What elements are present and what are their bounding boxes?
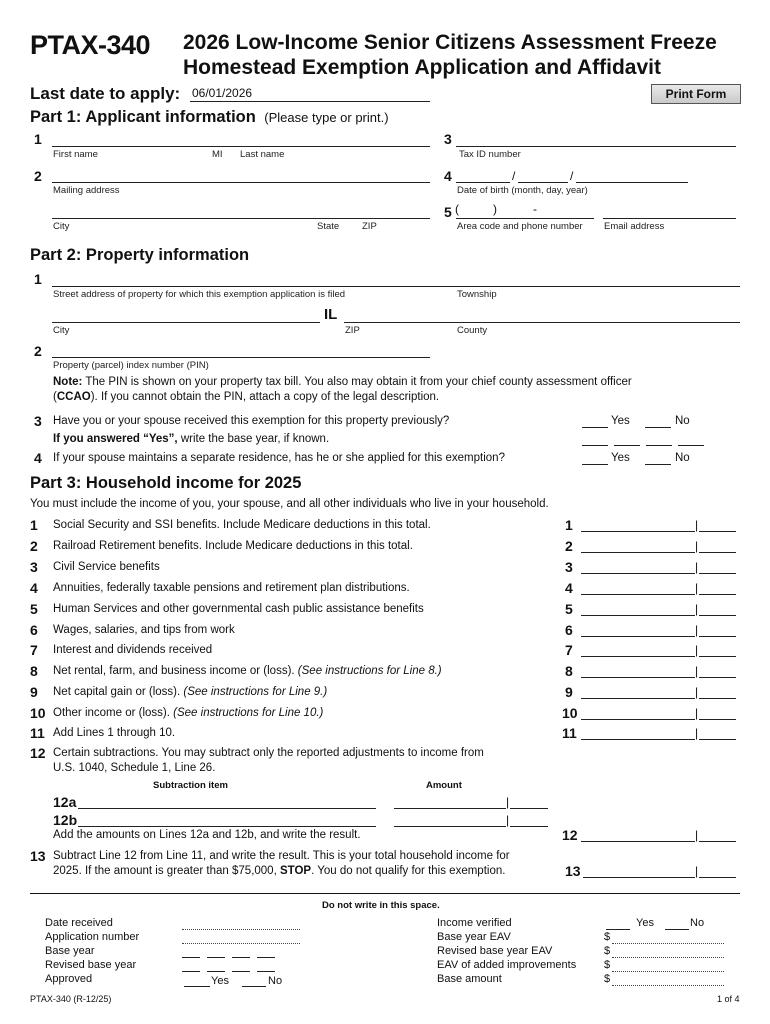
name-input-line[interactable]: [52, 146, 430, 147]
il-state-label: IL: [324, 306, 338, 323]
application-number-field[interactable]: [182, 943, 300, 944]
income-amount-cents[interactable]: [699, 698, 736, 699]
income-line-num: 8: [30, 663, 38, 679]
cents-separator: |: [695, 518, 699, 532]
income-amount-cents[interactable]: [699, 636, 736, 637]
income-amount-num: 6: [565, 622, 573, 638]
q4-text: If your spouse maintains a separate residence, has he or she applied for this exemption?: [53, 452, 505, 464]
note-text-2a: (: [53, 391, 57, 403]
line12a-label: 12a: [53, 794, 77, 810]
office-left-label: Application number: [45, 931, 140, 943]
added-improvements-eav-field[interactable]: [612, 971, 724, 972]
income-verified-no-label: No: [690, 917, 705, 929]
q3-followup-bold: If you answered “Yes”,: [53, 433, 178, 445]
line13-text-2b: . You do not qualify for this exemption.: [311, 865, 506, 877]
line12b-label: 12b: [53, 812, 78, 828]
income-line-num: 3: [30, 559, 38, 575]
income-amount-num: 10: [562, 705, 578, 721]
income-amount-cents[interactable]: [699, 615, 736, 616]
income-amount-num: 2: [565, 538, 573, 554]
income-line-num: 2: [30, 538, 38, 554]
dollar-sign: $: [604, 945, 611, 957]
amount-header: Amount: [426, 780, 462, 791]
revised-base-year-digit[interactable]: [207, 971, 225, 972]
p2-num-3: 3: [34, 413, 42, 429]
line12b-amount-cents[interactable]: [510, 826, 548, 827]
office-title: Do not write in this space.: [322, 900, 440, 911]
income-amount-dollars[interactable]: [581, 531, 695, 532]
line9-italic: (See instructions for Line 9.): [183, 686, 328, 698]
line8-italic: (See instructions for Line 8.): [297, 665, 442, 677]
revised-base-year-eav-field[interactable]: [612, 957, 724, 958]
income-line-num: 6: [30, 622, 38, 638]
office-right-label: Base amount: [437, 973, 502, 985]
part3-title: Part 3: Household income for 2025: [30, 474, 302, 492]
p2-num-2: 2: [34, 343, 42, 359]
cents-separator: |: [695, 828, 699, 842]
income-line-num: 7: [30, 642, 38, 658]
dob-day-line[interactable]: [518, 182, 568, 183]
income-line-num: 10: [30, 705, 46, 721]
form-id: PTAX-340: [30, 30, 151, 60]
office-divider: [30, 893, 740, 894]
line13-text-2a: 2025. If the amount is greater than $75,000,: [53, 865, 280, 877]
base-year-eav-field[interactable]: [612, 943, 724, 944]
county-caption: County: [457, 325, 488, 336]
email-input-line[interactable]: [603, 218, 736, 219]
cents-separator: |: [695, 560, 699, 574]
cents-separator: |: [695, 623, 699, 637]
base-year-digit-1[interactable]: [582, 445, 608, 446]
income-amount-dollars[interactable]: [581, 573, 695, 574]
dob-slash-1: /: [512, 169, 516, 183]
office-left-label: Base year: [45, 945, 95, 957]
township-caption: Township: [457, 289, 497, 300]
income-line-text-8: [53, 665, 442, 677]
line13-num: 13: [30, 848, 46, 864]
approved-no-line[interactable]: [242, 986, 266, 987]
revised-base-year-digit[interactable]: [232, 971, 250, 972]
property-city-caption: City: [53, 325, 70, 336]
tax-id-caption: Tax ID number: [459, 149, 521, 160]
mailing-address-input-line[interactable]: [52, 182, 430, 183]
base-year-digit[interactable]: [232, 957, 250, 958]
line13-amount-cents[interactable]: [699, 877, 736, 878]
base-year-digit-2[interactable]: [614, 445, 640, 446]
pin-note-line2: [53, 391, 439, 403]
property-zip-county-input-line[interactable]: [344, 322, 740, 323]
print-form-button[interactable]: Print Form: [651, 84, 741, 104]
q3-followup: [53, 433, 329, 445]
cents-separator: |: [695, 539, 699, 553]
line13-stop: STOP: [279, 865, 312, 877]
revised-base-year-digit[interactable]: [257, 971, 275, 972]
office-right-label: Base year EAV: [437, 931, 511, 943]
dollar-sign: $: [604, 931, 611, 943]
income-line-text: Railroad Retirement benefits. Include Medicare deductions in this total.: [53, 540, 413, 552]
note-text-2b: ). If you cannot obtain the PIN, attach a copy of the legal description.: [90, 391, 440, 403]
phone-paren-close: ): [493, 202, 497, 216]
q3-text: Have you or your spouse received this exemption for this property previously?: [53, 415, 450, 427]
revised-base-year-digit[interactable]: [182, 971, 200, 972]
income-line-text: Wages, salaries, and tips from work: [53, 624, 235, 636]
income-amount-cents[interactable]: [699, 656, 736, 657]
income-amount-num: 3: [565, 559, 573, 575]
income-amount-dollars[interactable]: [581, 698, 695, 699]
line12-amount-num: 12: [562, 827, 578, 843]
income-amount-dollars[interactable]: [581, 615, 695, 616]
cents-separator: |: [695, 864, 699, 878]
last-date-value[interactable]: 06/01/2026: [192, 86, 253, 100]
phone-caption: Area code and phone number: [457, 221, 583, 232]
base-year-digit[interactable]: [182, 957, 200, 958]
income-verified-yes-line[interactable]: [606, 929, 630, 930]
p2-num-1: 1: [34, 271, 42, 287]
dob-month-line[interactable]: [456, 182, 510, 183]
part1-heading: [30, 108, 389, 127]
dob-caption: Date of birth (month, day, year): [457, 185, 588, 196]
income-amount-cents[interactable]: [699, 719, 736, 720]
date-received-field[interactable]: [182, 929, 300, 930]
dob-slash-2: /: [570, 169, 574, 183]
p1-num-4: 4: [444, 168, 452, 184]
p1-num-2: 2: [34, 168, 42, 184]
p2-num-4: 4: [34, 450, 42, 466]
income-verified-yes-label: Yes: [636, 917, 654, 929]
office-right-label: Income verified: [437, 917, 512, 929]
zip-caption: ZIP: [362, 221, 377, 232]
income-line-text: Add Lines 1 through 10.: [53, 727, 176, 739]
part2-title: Part 2: Property information: [30, 246, 250, 264]
cents-separator: |: [695, 706, 699, 720]
income-amount-dollars[interactable]: [581, 636, 695, 637]
line13-amount-dollars[interactable]: [583, 877, 695, 878]
p1-num-5: 5: [444, 204, 452, 220]
cents-separator: |: [695, 643, 699, 657]
line12a-amount-cents[interactable]: [510, 808, 548, 809]
income-line-text: Civil Service benefits: [53, 561, 160, 573]
p1-num-1: 1: [34, 131, 42, 147]
form-title-line2: Homestead Exemption Application and Affidavit: [183, 56, 661, 79]
mailing-address-caption: Mailing address: [53, 185, 120, 196]
q3-no-line[interactable]: [645, 427, 671, 428]
q3-no-label: No: [675, 415, 690, 427]
income-line-text: Interest and dividends received: [53, 644, 213, 656]
dob-year-line[interactable]: [576, 182, 688, 183]
approved-no-label: No: [268, 975, 283, 987]
income-line-num: 5: [30, 601, 38, 617]
income-line-num: 11: [30, 725, 45, 741]
line12-text-2: U.S. 1040, Schedule 1, Line 26.: [53, 762, 216, 774]
pin-caption: Property (parcel) index number (PIN): [53, 360, 209, 371]
income-amount-cents[interactable]: [699, 552, 736, 553]
state-caption: State: [317, 221, 340, 232]
property-street-caption: Street address of property for which this exemption application is filed: [53, 289, 346, 300]
income-amount-dollars[interactable]: [581, 594, 695, 595]
q4-yes-line[interactable]: [582, 464, 608, 465]
approved-yes-label: Yes: [211, 975, 229, 987]
office-left-label: Approved: [45, 973, 93, 985]
email-caption: Email address: [604, 221, 665, 232]
property-street-input-line[interactable]: [52, 286, 740, 287]
income-amount-num: 8: [565, 663, 573, 679]
city-caption: City: [53, 221, 70, 232]
income-line-text: Social Security and SSI benefits. Include Medicare deductions in this total.: [53, 519, 431, 531]
income-line-num: 1: [30, 517, 38, 533]
q4-yes-label: Yes: [611, 452, 630, 464]
line13-amount-num: 13: [565, 863, 581, 879]
cents-separator: |: [695, 664, 699, 678]
dollar-sign: $: [604, 959, 611, 971]
part1-title: Part 1: Applicant information: [30, 108, 256, 126]
property-zip-caption: ZIP: [345, 325, 360, 336]
line9-text: Net capital gain or (loss).: [53, 686, 184, 698]
phone-paren-open: (: [455, 202, 459, 216]
first-name-caption: First name: [53, 149, 98, 160]
phone-input-line[interactable]: [456, 218, 594, 219]
line12-amount-cents[interactable]: [699, 841, 736, 842]
line12-amount-dollars[interactable]: [581, 841, 695, 842]
income-verified-no-line[interactable]: [665, 929, 689, 930]
q3-followup-text: write the base year, if known.: [177, 433, 330, 445]
base-year-digit-3[interactable]: [646, 445, 672, 446]
income-amount-dollars[interactable]: [581, 656, 695, 657]
phone-dash: -: [533, 202, 537, 216]
form-revision: PTAX-340 (R-12/25): [30, 994, 112, 1004]
base-year-digit[interactable]: [257, 957, 275, 958]
income-amount-num: 11: [562, 725, 577, 741]
cents-separator: |: [506, 795, 510, 809]
last-date-underline: [190, 101, 430, 102]
dollar-sign: $: [604, 973, 611, 985]
pin-note-line1: [53, 376, 632, 388]
q3-yes-line[interactable]: [582, 427, 608, 428]
income-line-num: 9: [30, 684, 38, 700]
mi-caption: MI: [212, 149, 223, 160]
line12-num: 12: [30, 745, 46, 761]
income-amount-num: 7: [565, 642, 573, 658]
city-state-zip-input-line[interactable]: [52, 218, 430, 219]
income-amount-num: 9: [565, 684, 573, 700]
income-line-num: 4: [30, 580, 38, 596]
income-line-text: Human Services and other governmental cash public assistance benefits: [53, 603, 424, 615]
line12-add-text: Add the amounts on Lines 12a and 12b, and write the result.: [53, 829, 361, 841]
income-amount-dollars[interactable]: [581, 739, 695, 740]
office-left-label: Revised base year: [45, 959, 137, 971]
note-text-1: The PIN is shown on your property tax bill. You also may obtain it from your chief county assessment officer: [82, 376, 632, 388]
part3-intro: You must include the income of you, your spouse, and all other individuals who live in your household.: [30, 498, 549, 510]
base-amount-field[interactable]: [612, 985, 724, 986]
page-number: 1 of 4: [717, 994, 740, 1004]
note-bold: Note:: [53, 376, 83, 388]
income-amount-cents[interactable]: [699, 677, 736, 678]
line12-text-1: Certain subtractions. You may subtract only the reported adjustments to income from: [53, 747, 484, 759]
note-ccao: CCAO: [56, 391, 91, 403]
subtraction-item-header: Subtraction item: [153, 780, 228, 791]
cents-separator: |: [695, 581, 699, 595]
line13-text-1: Subtract Line 12 from Line 11, and write the result. This is your total household income for: [53, 850, 510, 862]
property-city-input-line[interactable]: [52, 322, 320, 323]
base-year-digit[interactable]: [207, 957, 225, 958]
cents-separator: |: [695, 726, 699, 740]
line12a-item-input[interactable]: [78, 808, 376, 809]
income-amount-cents[interactable]: [699, 573, 736, 574]
line10-italic: (See instructions for Line 10.): [173, 707, 324, 719]
form-title-line1: 2026 Low-Income Senior Citizens Assessment Freeze: [183, 31, 717, 54]
last-date-label: Last date to apply:: [30, 84, 181, 103]
q3-yes-label: Yes: [611, 415, 630, 427]
line10-text: Other income or (loss).: [53, 707, 174, 719]
cents-separator: |: [695, 602, 699, 616]
income-line-text-10: [53, 707, 323, 719]
income-line-text-9: [53, 686, 327, 698]
office-right-label: Revised base year EAV: [437, 945, 553, 957]
line12a-amount-dollars[interactable]: [394, 808, 506, 809]
income-amount-dollars[interactable]: [581, 552, 695, 553]
income-amount-cents[interactable]: [699, 739, 736, 740]
income-amount-cents[interactable]: [699, 531, 736, 532]
line13-text-2: [53, 865, 505, 877]
p1-num-3: 3: [444, 131, 452, 147]
approved-yes-line[interactable]: [184, 986, 210, 987]
income-amount-dollars[interactable]: [581, 719, 695, 720]
income-line-text: Annuities, federally taxable pensions and retirement plan distributions.: [53, 582, 410, 594]
income-amount-num: 5: [565, 601, 573, 617]
tax-id-input-line[interactable]: [456, 146, 736, 147]
cents-separator: |: [695, 685, 699, 699]
income-amount-num: 4: [565, 580, 573, 596]
line12b-amount-dollars[interactable]: [394, 826, 506, 827]
q4-no-line[interactable]: [645, 464, 671, 465]
line12b-item-input[interactable]: [78, 826, 376, 827]
income-amount-cents[interactable]: [699, 594, 736, 595]
last-name-caption: Last name: [240, 149, 285, 160]
pin-input-line[interactable]: [52, 357, 430, 358]
base-year-digit-4[interactable]: [678, 445, 704, 446]
income-amount-num: 1: [565, 517, 573, 533]
part1-subtitle: (Please type or print.): [264, 110, 389, 125]
office-left-label: Date received: [45, 917, 113, 929]
q4-no-label: No: [675, 452, 690, 464]
office-right-label: EAV of added improvements: [437, 959, 577, 971]
line8-text: Net rental, farm, and business income or (loss).: [53, 665, 298, 677]
income-amount-dollars[interactable]: [581, 677, 695, 678]
cents-separator: |: [506, 813, 510, 827]
